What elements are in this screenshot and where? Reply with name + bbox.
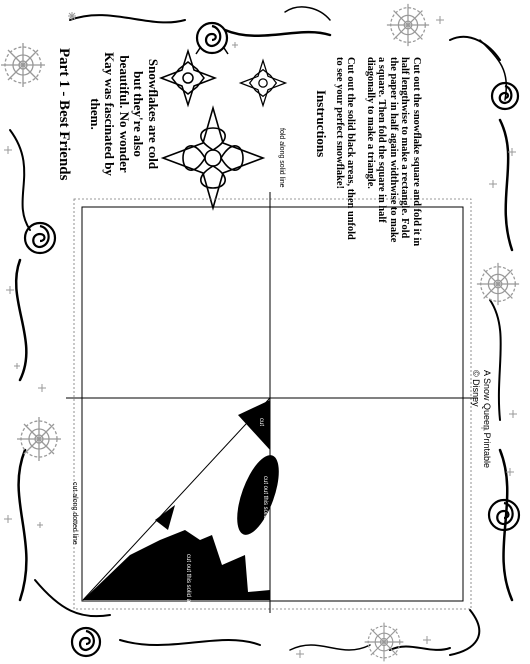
fold-solid-label: fold along solid line [278, 128, 285, 188]
instructions-paragraph-1: Cut out the snowflake square and fold it in half lengthwise to make a rectangle. Fold the paper in half again widthwise to make a square. Then fold the square in half diagonally to make a triangle. [365, 57, 422, 247]
cut-area-wedge [238, 400, 270, 450]
intro-text: Snowflakes are cold but they're also beautiful. No wonder Kay was fascinated by them. [88, 52, 161, 176]
cut-dotted-border [74, 199, 471, 609]
cut-dotted-label: cut along dotted line [71, 482, 78, 545]
cut-area-label-1: cut out this solid area [262, 476, 268, 533]
credit-line-1: A Snow Queen Printable [482, 370, 492, 469]
cut-label-2: cut [161, 514, 167, 523]
instructions-body [326, 57, 423, 247]
cut-area-large [83, 530, 270, 600]
cut-area-label-2: cut out this solid area [185, 554, 191, 611]
instructions-heading: Instructions [314, 90, 329, 158]
cut-label-1: cut [258, 418, 264, 427]
credit [470, 370, 492, 468]
page-title: Part 1 - Best Friends [56, 48, 72, 181]
cut-area-oval [229, 450, 288, 540]
credit-line-2: © Disney [471, 370, 481, 407]
instructions-paragraph-2: Cut out the solid black areas, then unfold to see your perfect snowflake! [334, 57, 357, 240]
inner-border [82, 207, 463, 601]
